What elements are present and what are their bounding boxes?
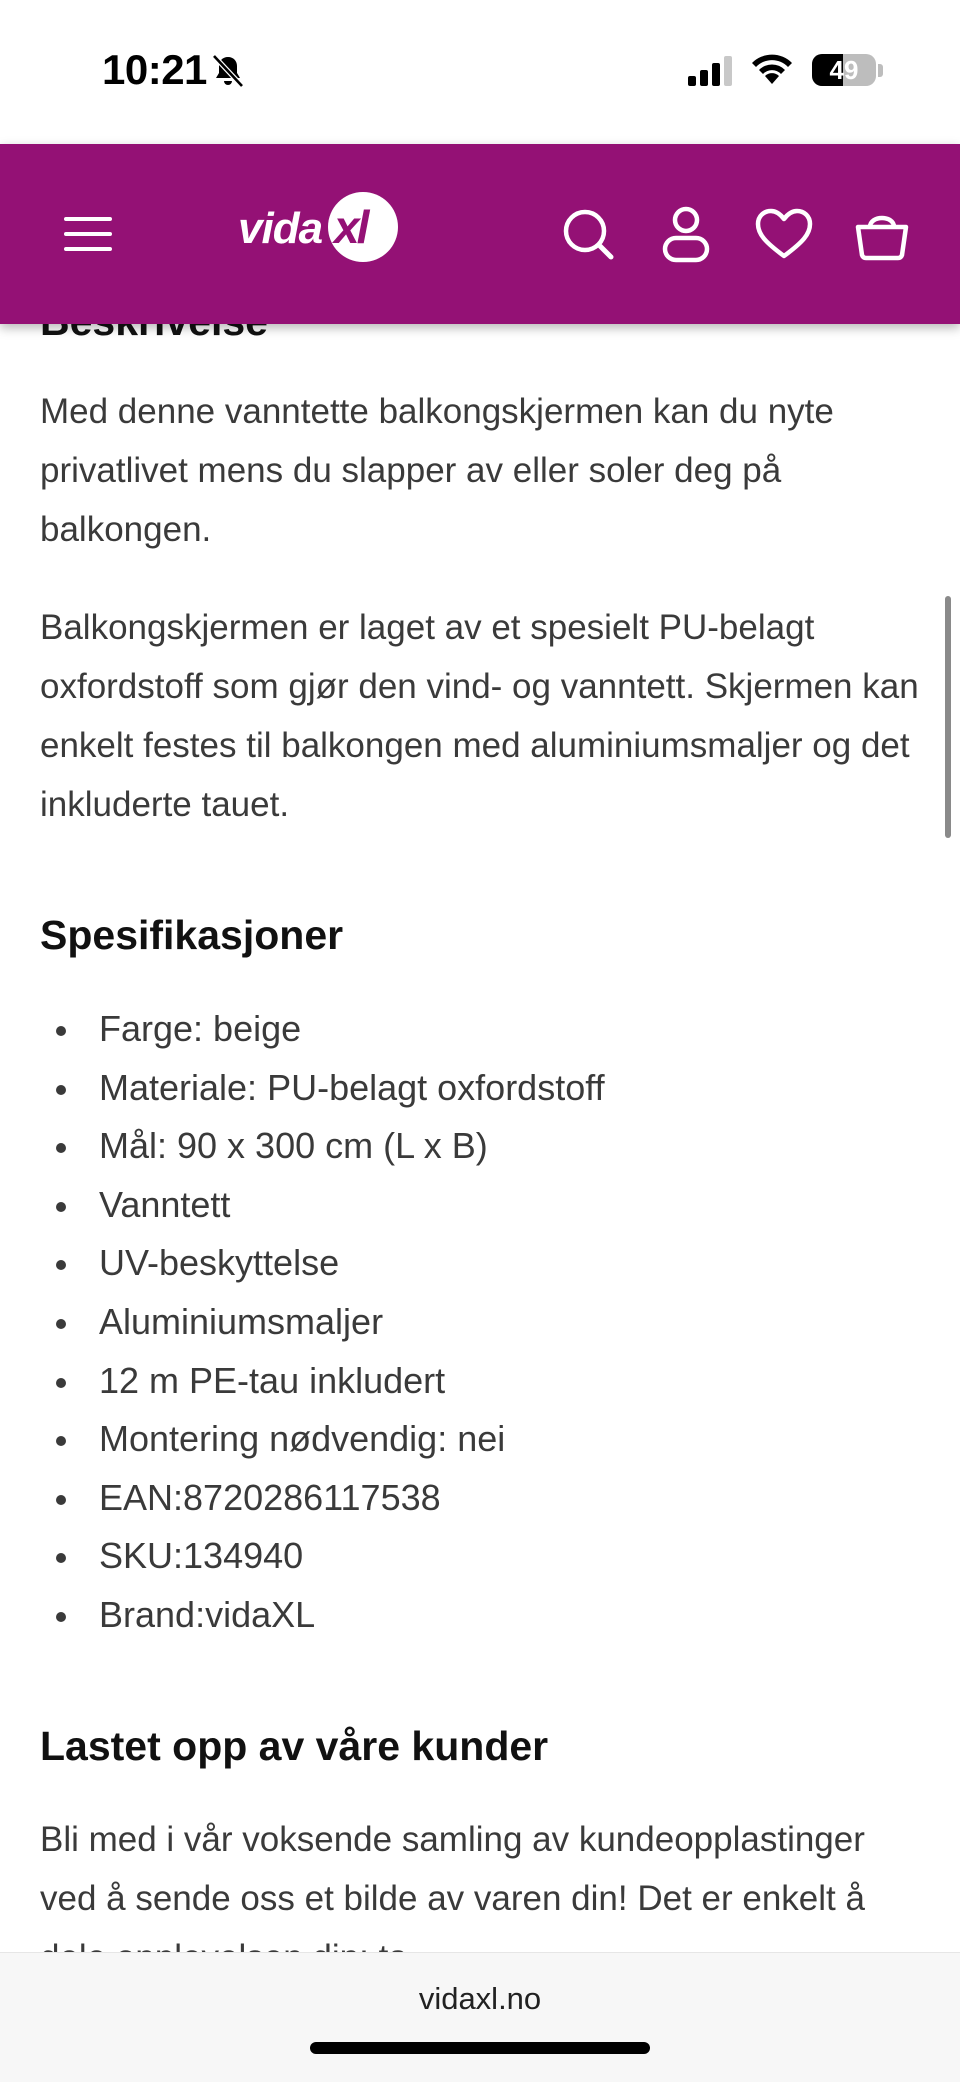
specifications-heading: Spesifikasjoner <box>40 912 344 958</box>
vidaxl-logo[interactable] <box>238 192 398 272</box>
app-header <box>0 144 960 324</box>
home-indicator[interactable] <box>310 2042 650 2054</box>
browser-address-bar[interactable] <box>0 1952 960 2082</box>
account-icon <box>661 205 711 263</box>
battery-icon <box>812 54 876 86</box>
spec-item <box>40 1176 605 1235</box>
spec-text: Vanntett <box>99 1183 231 1225</box>
list-bullet <box>56 1378 66 1388</box>
customer-uploads-paragraph: Bli med i vår voksende samling av kundeopplastinger ved å sende oss et bilde av varen din! Det er enkelt å <box>40 1820 865 1918</box>
spec-text: Mål: 90 x 300 cm (L x B) <box>99 1125 488 1167</box>
account-button[interactable] <box>654 202 718 266</box>
list-bullet <box>56 1612 66 1622</box>
spec-item <box>40 1059 605 1118</box>
spec-text: Brand:vidaXL <box>99 1593 316 1635</box>
specifications-list <box>40 1000 605 1645</box>
spec-text: Materiale: PU-belagt oxfordstoff <box>99 1066 605 1108</box>
search-icon <box>560 206 616 262</box>
spec-item <box>40 1586 605 1645</box>
cart-basket-icon <box>854 207 910 261</box>
spec-text: 12 m PE-tau inkludert <box>99 1359 446 1401</box>
cart-button[interactable] <box>850 202 914 266</box>
list-bullet <box>56 1495 66 1505</box>
spec-text: Aluminiumsmaljer <box>99 1300 384 1342</box>
spec-text: EAN:8720286117538 <box>99 1476 441 1518</box>
status-bar <box>0 0 960 144</box>
wifi-icon <box>750 51 794 85</box>
menu-icon <box>62 214 114 254</box>
list-bullet <box>56 1085 66 1095</box>
spec-item <box>40 1527 605 1586</box>
status-time: 10:21 <box>102 46 207 93</box>
cellular-signal-icon <box>688 56 736 86</box>
spec-item <box>40 1410 605 1469</box>
list-bullet <box>56 1553 66 1563</box>
description-paragraph-1: Med denne vanntette balkongskjermen kan du nyte privatlivet mens du slapper av eller soler deg på balkongen. <box>40 392 834 549</box>
list-bullet <box>56 1319 66 1329</box>
battery-level: 49 <box>829 55 859 85</box>
wishlist-heart-icon <box>755 208 813 260</box>
spec-text: Farge: beige <box>99 1008 302 1049</box>
scrollbar[interactable] <box>945 596 951 838</box>
battery-cap <box>878 64 883 77</box>
list-bullet <box>56 1202 66 1212</box>
spec-item <box>40 1234 605 1293</box>
list-bullet <box>56 1026 66 1036</box>
list-bullet <box>56 1436 66 1446</box>
spec-item <box>40 1352 605 1411</box>
bell-slash-icon <box>210 53 246 89</box>
menu-button[interactable] <box>56 202 120 266</box>
search-button[interactable] <box>556 202 620 266</box>
spec-text: Montering nødvendig: nei <box>99 1418 506 1460</box>
logo-xl: xl <box>334 201 367 253</box>
description-paragraph-2: Balkongskjermen er laget av et spesielt PU-belagt oxfordstoff som gjør den vind- og vanntett. Skjermen kan enkelt festes til balkongen med aluminiumsmaljer og det inkluderte tauet. <box>40 608 919 824</box>
spec-item <box>40 1469 605 1528</box>
spec-item <box>40 1117 605 1176</box>
list-bullet <box>56 1143 66 1153</box>
logo-text: vida <box>238 204 323 253</box>
url-text: vidaxl.no <box>418 1981 542 2016</box>
spec-item <box>40 1000 605 1059</box>
spec-item <box>40 1293 605 1352</box>
list-bullet <box>56 1260 66 1270</box>
wishlist-button[interactable] <box>752 202 816 266</box>
spec-text: UV-beskyttelse <box>99 1242 340 1284</box>
spec-text: SKU:134940 <box>99 1535 304 1577</box>
customer-uploads-heading: Lastet opp av våre kunder <box>40 1723 549 1769</box>
